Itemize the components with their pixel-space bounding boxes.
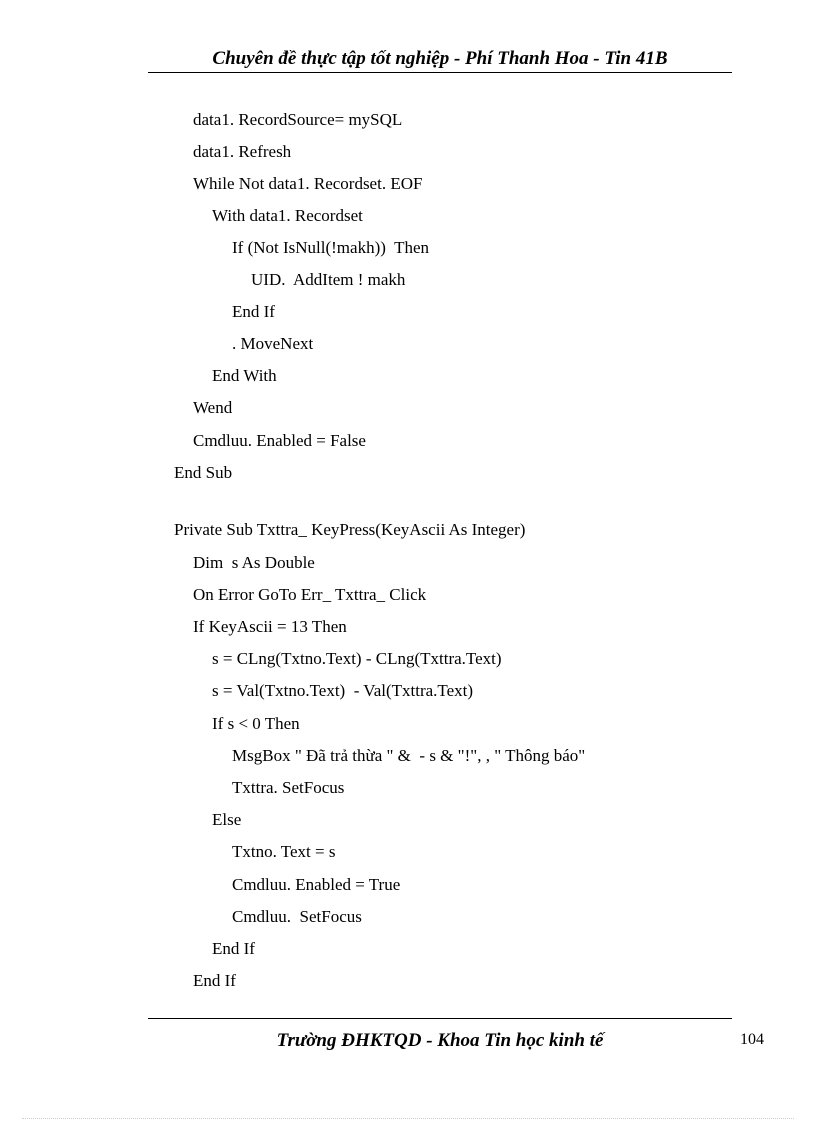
code-line: With data1. Recordset: [212, 206, 363, 225]
code-line: . MoveNext: [232, 334, 314, 353]
code-line: End If: [232, 302, 275, 321]
code-line: End Sub: [174, 463, 233, 482]
page-footer-title: Trường ĐHKTQD - Khoa Tin học kinh tế: [276, 1030, 604, 1051]
code-line: s = Val(Txtno.Text) - Val(Txttra.Text): [212, 681, 474, 700]
code-line: Cmdluu. Enabled = False: [193, 431, 366, 450]
footer-rule: [148, 1018, 732, 1019]
code-line: Txttra. SetFocus: [232, 778, 345, 797]
code-line: UID. AddItem ! makh: [251, 270, 406, 289]
code-line: While Not data1. Recordset. EOF: [193, 174, 423, 193]
page-header-title: Chuyên đề thực tập tốt nghiệp - Phí Thanh Hoa - Tin 41B: [212, 48, 668, 69]
code-line: MsgBox " Đã trả thừa " & - s & "!", , " Thông báo": [232, 746, 586, 765]
code-line: data1. RecordSource= mySQL: [193, 110, 403, 129]
code-line: Cmdluu. SetFocus: [232, 907, 362, 926]
code-line: If s < 0 Then: [212, 714, 300, 733]
code-line: s = CLng(Txtno.Text) - CLng(Txttra.Text): [212, 649, 502, 668]
code-line: Cmdluu. Enabled = True: [232, 875, 401, 894]
page-bottom-border: [22, 1118, 794, 1119]
code-line: Private Sub Txttra_ KeyPress(KeyAscii As Integer): [174, 520, 526, 539]
code-line: If (Not IsNull(!makh)) Then: [232, 238, 430, 257]
code-line: If KeyAscii = 13 Then: [193, 617, 347, 636]
code-line: Else: [212, 810, 242, 829]
code-line: End If: [212, 939, 255, 958]
code-line: On Error GoTo Err_ Txttra_ Click: [193, 585, 427, 604]
page-number: 104: [740, 1031, 764, 1048]
code-line: data1. Refresh: [193, 142, 292, 161]
code-line: End With: [212, 366, 277, 385]
code-line: Dim s As Double: [193, 553, 315, 572]
code-line: Txtno. Text = s: [232, 842, 336, 861]
code-line: End If: [193, 971, 236, 990]
code-line: Wend: [193, 398, 233, 417]
